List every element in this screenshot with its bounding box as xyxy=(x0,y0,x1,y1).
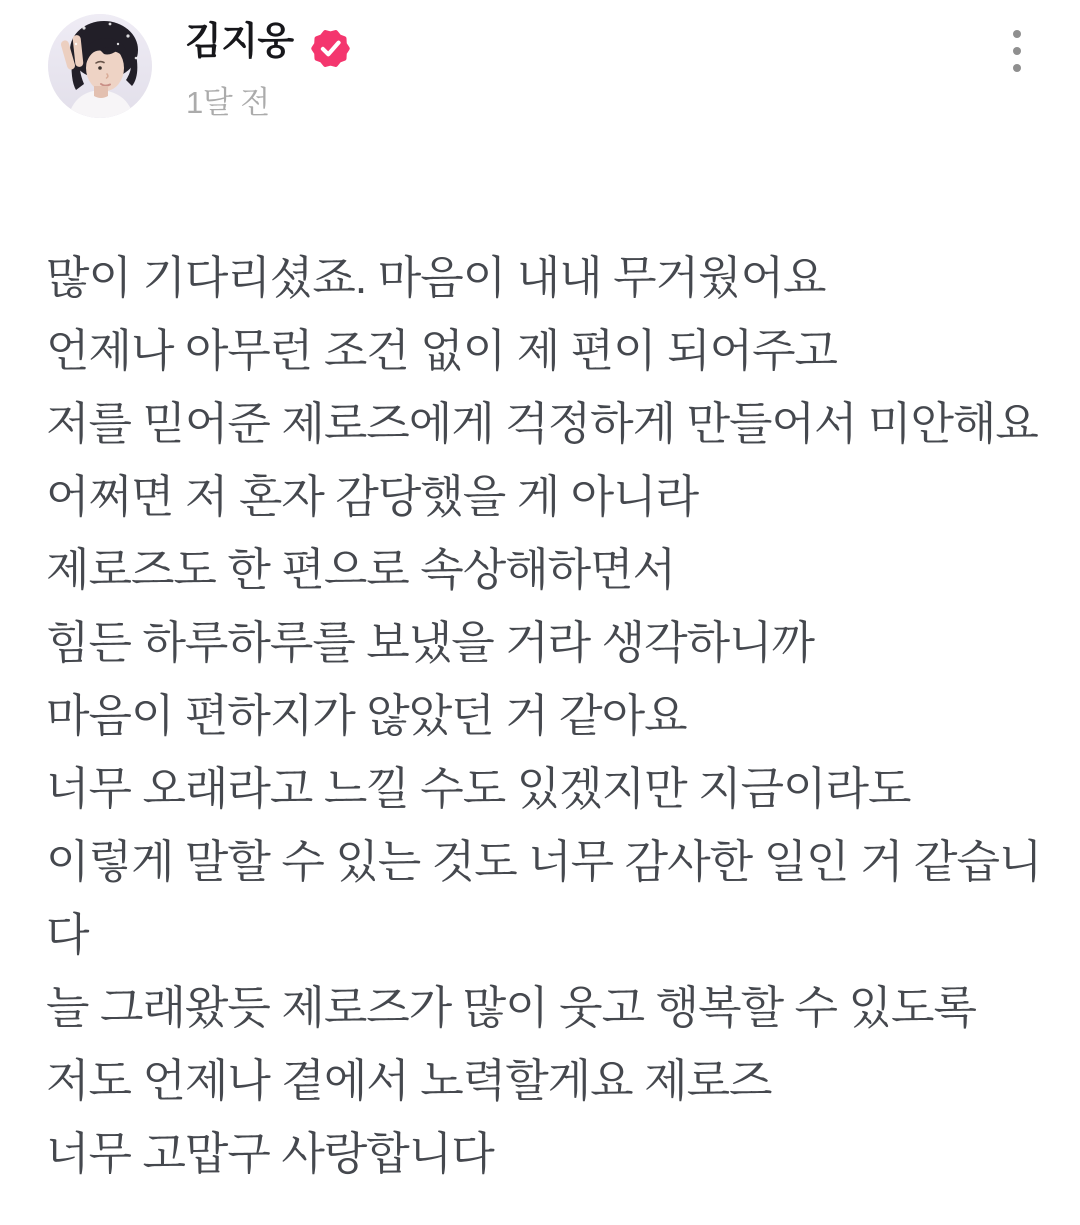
post-line: 어쩌면 저 혼자 감당했을 게 아니라 xyxy=(46,471,699,522)
avatar-image xyxy=(48,14,152,118)
avatar[interactable] xyxy=(48,14,152,118)
post-line: 저를 믿어준 제로즈에게 걱정하게 만들어서 미안해요 xyxy=(46,398,1038,449)
kebab-menu-icon[interactable] xyxy=(1001,18,1033,84)
post-line: 제로즈도 한 편으로 속상해하면서 xyxy=(46,544,676,595)
post-body xyxy=(46,241,1046,1190)
post-line: 저도 언제나 곁에서 노력할게요 제로즈 xyxy=(46,1055,772,1106)
kebab-dot xyxy=(1013,47,1021,55)
post-line: 힘든 하루하루를 보냈을 거라 생각하니까 xyxy=(46,617,815,668)
post-line: 늘 그래왔듯 제로즈가 많이 웃고 행복할 수 있도록 xyxy=(46,982,976,1033)
post-line: 너무 고맙구 사랑합니다 xyxy=(46,1128,494,1179)
kebab-dot xyxy=(1013,30,1021,38)
verified-badge-icon xyxy=(309,27,352,70)
post-line: 다 xyxy=(46,909,89,960)
timestamp: 1달 전 xyxy=(186,85,270,120)
post-line: 이렇게 말할 수 있는 것도 너무 감사한 일인 거 같습니 xyxy=(46,836,1042,887)
kebab-dot xyxy=(1013,64,1021,72)
author-name[interactable]: 김지웅 xyxy=(185,21,294,63)
post-line: 마음이 편하지가 않았던 거 같아요 xyxy=(46,690,687,741)
post-line: 너무 오래라고 느낄 수도 있겠지만 지금이라도 xyxy=(46,763,911,814)
post-line: 언제나 아무런 조건 없이 제 편이 되어주고 xyxy=(46,325,838,376)
post-line: 많이 기다리셨죠. 마음이 내내 무거웠어요 xyxy=(46,252,826,303)
